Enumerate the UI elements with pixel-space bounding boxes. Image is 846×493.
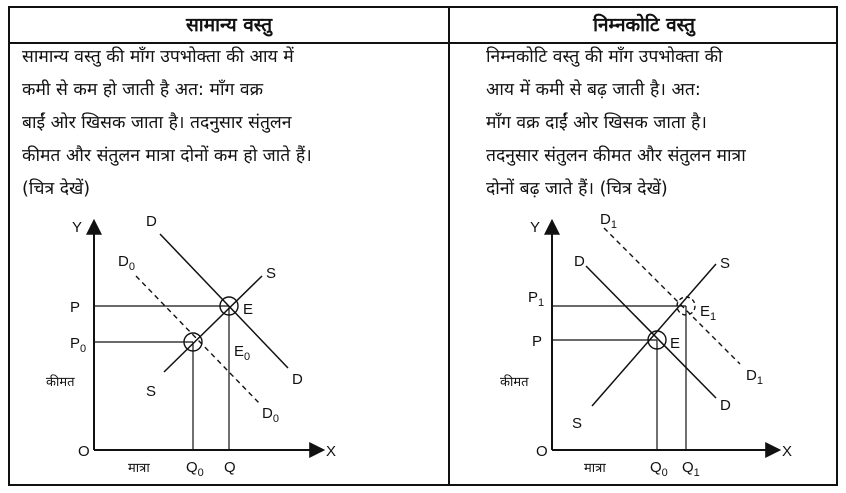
- y-axis-label: Y: [530, 219, 541, 236]
- label-E1: $E_1$: [700, 303, 717, 323]
- text-line: तदनुसार संतुलन कीमत और संतुलन मात्रा: [486, 146, 746, 166]
- demand-curve-D: [160, 234, 288, 368]
- label-P: P: [532, 333, 543, 350]
- label-S-top: S: [266, 265, 277, 282]
- label-E0: $E_0$: [234, 343, 251, 363]
- label-Q0: $Q_0$: [650, 459, 668, 479]
- inferior-goods-heading: निम्नकोटि वस्तु: [593, 14, 695, 36]
- inferior-goods-graph: [500, 211, 792, 479]
- text-line: (चित्र देखें): [22, 179, 91, 199]
- label-E: E: [243, 301, 254, 318]
- quantity-axis-title: मात्रा: [128, 461, 150, 476]
- price-axis-title: कीमत: [46, 375, 75, 390]
- text-line: कमी से कम हो जाती है अत: माँग वक्र: [22, 80, 264, 100]
- text-line: कीमत और संतुलन मात्रा दोनों कम हो जाते हैं।: [22, 146, 312, 166]
- label-D-bottom: D: [292, 371, 303, 388]
- label-D1-bottom: $D_1$: [746, 367, 763, 387]
- label-P0: $P_0$: [70, 335, 87, 355]
- label-D-top: D: [146, 213, 157, 230]
- label-S-bottom: S: [146, 383, 157, 400]
- text-line: आय में कमी से बढ़ जाती है। अत:: [486, 80, 701, 100]
- text-line: माँग वक्र दाईं ओर खिसक जाता है।: [486, 113, 707, 133]
- label-Q1: $Q_1$: [682, 459, 700, 479]
- label-D-bottom: D: [720, 397, 731, 414]
- text-line: दोनों बढ़ जाते हैं। (चित्र देखें): [486, 179, 668, 199]
- supply-curve-S: [592, 264, 716, 406]
- x-axis-label: X: [326, 443, 337, 460]
- label-D1-top: $D_1$: [600, 211, 617, 231]
- label-P: P: [70, 299, 81, 316]
- label-P1: $P_1$: [528, 289, 545, 309]
- label-Q0: $Q_0$: [186, 459, 204, 479]
- label-E: E: [670, 335, 681, 352]
- label-Q: Q: [224, 459, 236, 476]
- normal-goods-heading: सामान्य वस्तु: [185, 14, 273, 36]
- normal-goods-graph: [46, 213, 336, 479]
- origin-label: O: [78, 443, 90, 460]
- label-D0-bottom: $D_0$: [262, 405, 279, 425]
- x-axis-label: X: [782, 443, 793, 460]
- label-S-top: S: [720, 255, 731, 272]
- y-axis-label: Y: [72, 219, 83, 236]
- text-line: बाईं ओर खिसक जाता है। तदनुसार संतुलन: [22, 113, 292, 133]
- price-axis-title: कीमत: [500, 375, 529, 390]
- quantity-axis-title: मात्रा: [584, 461, 606, 476]
- label-S-bottom: S: [572, 415, 583, 432]
- label-D-top: D: [574, 253, 585, 270]
- text-line: निम्नकोटि वस्तु की माँग उपभोक्ता की: [486, 47, 723, 67]
- text-line: सामान्य वस्तु की माँग उपभोक्ता की आय में: [22, 47, 294, 67]
- origin-label: O: [536, 443, 548, 460]
- label-D0-top: $D_0$: [118, 253, 135, 273]
